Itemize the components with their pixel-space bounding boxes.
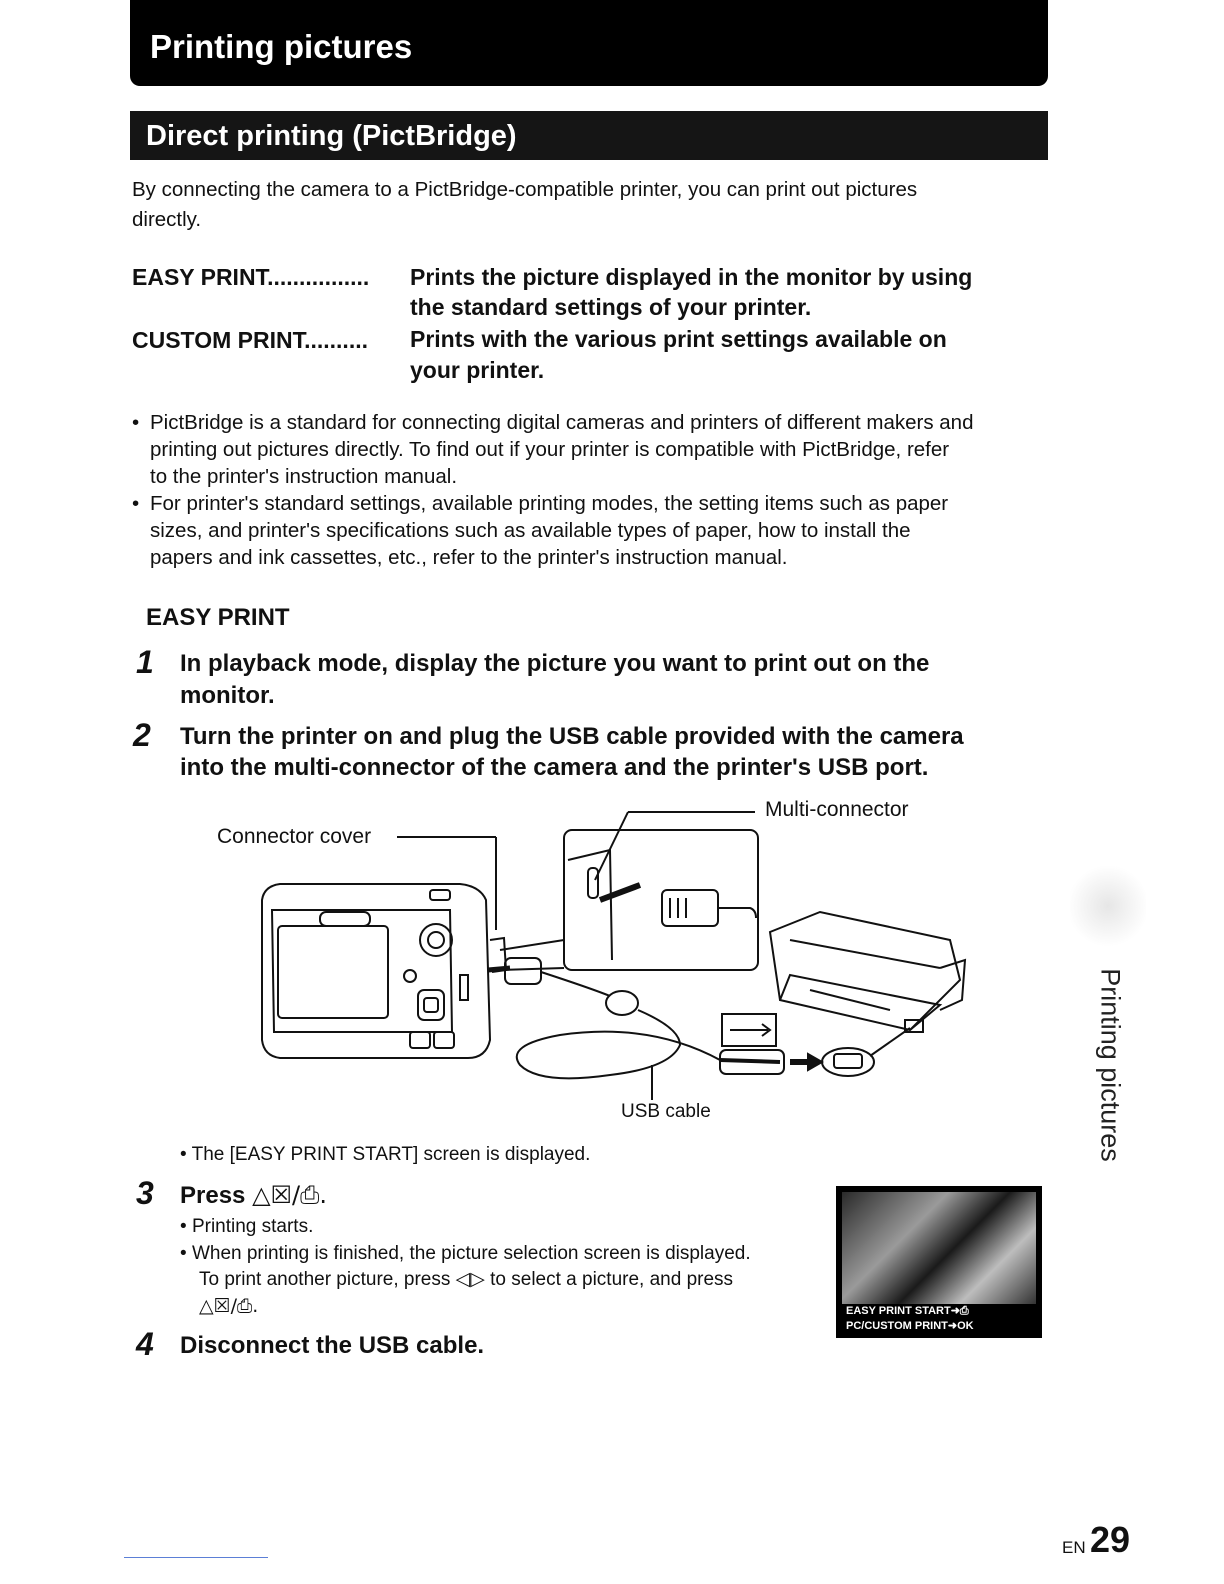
print-button-glyph: △☒/⎙. xyxy=(252,1181,327,1209)
inset-zoom xyxy=(500,830,758,970)
step-1-number: 1 xyxy=(136,644,154,680)
step-2-line-1: Turn the printer on and plug the USB cable provided with the camera xyxy=(180,723,964,750)
screen-photo xyxy=(842,1192,1036,1304)
easy-print-screen xyxy=(836,1186,1042,1338)
intro-line-1: By connecting the camera to a PictBridge-compatible printer, you can print out pictures xyxy=(132,178,918,201)
mode-desc-custom-line-2: your printer. xyxy=(410,357,545,383)
side-tab-shade xyxy=(1070,862,1146,950)
step-3-note-2-line-3: △☒/⎙. xyxy=(199,1295,259,1317)
mode-desc-easy-line-2: the standard settings of your printer. xyxy=(410,294,812,320)
mode-term-easy-print: EASY PRINT................ xyxy=(132,264,370,290)
step-3-instruction: Press △☒/⎙. xyxy=(180,1181,327,1209)
step-3-note-1: • Printing starts. xyxy=(180,1216,314,1237)
step-4-text: Disconnect the USB cable. xyxy=(180,1332,485,1359)
footer-rule xyxy=(124,1557,268,1558)
label-connector-cover: Connector cover xyxy=(217,825,372,848)
step-4-number: 4 xyxy=(136,1326,154,1362)
step-3-note-2-line-2: To print another picture, press ◁▷ to select a picture, and press xyxy=(199,1269,734,1290)
screen-line-1: EASY PRINT START➜⎙ xyxy=(846,1305,969,1317)
intro-line-2: directly. xyxy=(132,208,202,231)
section-title: Direct printing (PictBridge) xyxy=(146,120,517,152)
page-number: 29 xyxy=(1090,1519,1131,1560)
label-usb-cable: USB cable xyxy=(621,1101,711,1122)
note-pictbridge: • PictBridge is a standard for connecting digital cameras and printers of different makers and printing out pictures directly. To find out if your printer is compatible with PictBridge, refer to the printer's instruction manual. xyxy=(132,411,974,488)
step-2-line-2: into the multi-connector of the camera and the printer's USB port. xyxy=(180,754,929,781)
page-title: Printing pictures xyxy=(150,28,413,65)
connection-diagram xyxy=(250,800,980,1100)
step-2-note: • The [EASY PRINT START] screen is displayed. xyxy=(180,1144,591,1165)
mode-term-custom-print: CUSTOM PRINT.......... xyxy=(132,327,368,353)
side-tab-label: Printing pictures xyxy=(1095,968,1126,1162)
screen-line-2: PC/CUSTOM PRINT➜OK xyxy=(846,1320,974,1332)
mode-desc-easy-line-1: Prints the picture displayed in the monitor by using xyxy=(410,264,973,290)
step-2-number: 2 xyxy=(133,717,151,753)
camera-illustration xyxy=(262,884,506,1058)
printer-illustration xyxy=(770,912,965,1032)
easy-print-heading: EASY PRINT xyxy=(146,604,290,631)
note-settings: • For printer's standard settings, available printing modes, the setting items such as paper sizes, and printer's specifications such as available types of paper, how to install the papers and ink cassettes, etc., refer to the printer's instruction manual. xyxy=(132,492,949,569)
step-3-number: 3 xyxy=(136,1175,154,1211)
label-multi-connector: Multi-connector xyxy=(765,798,909,821)
mode-desc-custom-line-1: Prints with the various print settings available on xyxy=(410,326,947,352)
step-1-line-1: In playback mode, display the picture you want to print out on the xyxy=(180,650,930,677)
step-1-line-2: monitor. xyxy=(180,682,275,709)
footer-lang: EN xyxy=(1062,1538,1086,1557)
step-3-note-2-line-1: • When printing is finished, the picture selection screen is displayed. xyxy=(180,1243,751,1264)
